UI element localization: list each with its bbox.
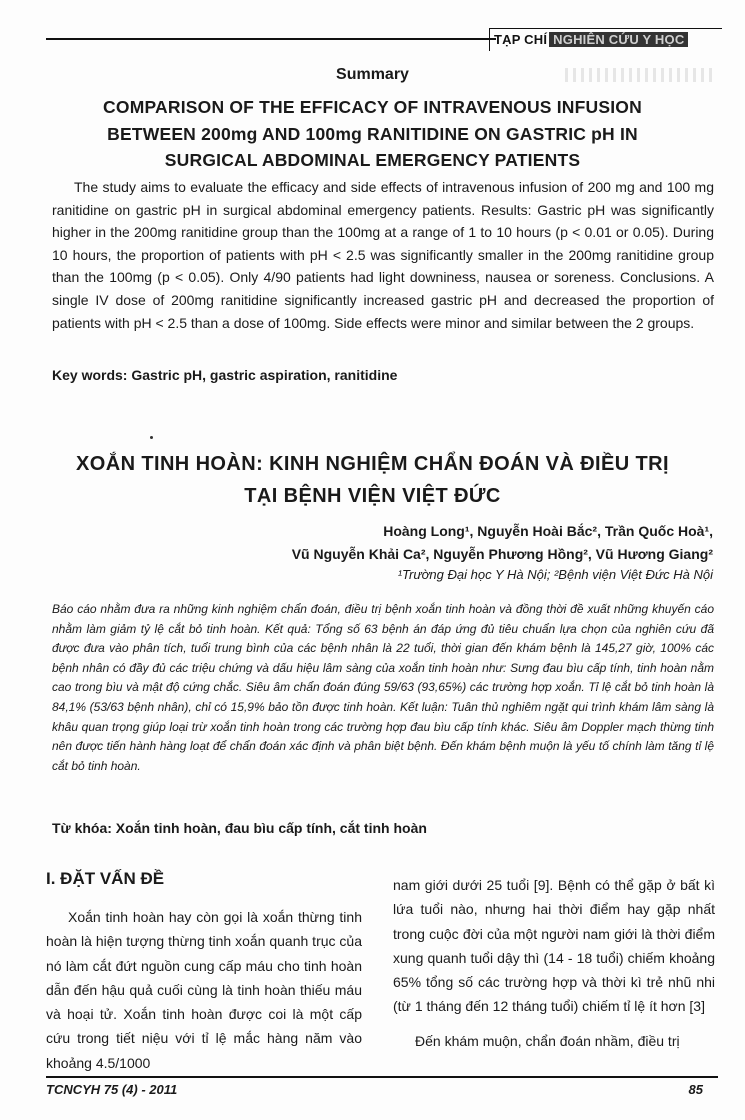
footer-citation: TCNCYH 75 (4) - 2011 [46, 1082, 178, 1097]
vietnamese-abstract: Báo cáo nhằm đưa ra những kinh nghiệm chẩn đoán, điều trị bệnh xoắn tinh hoàn và đồng thời đề xuất những khuyến cáo nhằm làm giảm tỷ lệ cắt bỏ tinh hoàn. Kết quả: Tổng số 63 bệnh án đáp ứng đủ tiêu chuẩn lựa chọn của nghiên cứu đã được đưa vào phân tích, tuổi trung bình của các bệnh nhân là 22 tuổi, thời gian đến khám bệnh là 145,27 giờ, 100% các bệnh nhân có đầy đủ các triệu chứng và dấu hiệu lâm sàng của xoắn tinh hoàn như: Sưng đau bìu cấp tính, tinh hoàn nằm cao trong bìu và mật độ cứng chắc. Siêu âm chẩn đoán đúng 59/63 (93,65%) các trường hợp xoắn. Tỉ lệ cắt bỏ tinh hoàn là 84,1% (53/63 bệnh nhân), chỉ có 15,9% bảo tồn được tinh hoàn. Kết luận: Tuân thủ nghiêm ngặt qui trình khám lâm sàng là khâu quan trọng giúp loại trừ xoắn tinh hoàn trong các trường hợp đau bìu cấp tính khác. Siêu âm Doppler mạch thừng tinh nên được tiến hành hàng loạt để chẩn đoán xác định và phân biệt bệnh. Đến khám bệnh muộn là yếu tố chính làm tăng tỉ lệ cắt bỏ tinh hoàn. [52, 602, 714, 773]
authors-line1: Hoàng Long¹, Nguyễn Hoài Bắc², Trần Quốc Hoà¹, [383, 523, 713, 539]
english-keywords: Key words: Gastric pH, gastric aspiration, ranitidine [52, 367, 398, 383]
vietnamese-keywords: Từ khóa: Xoắn tinh hoàn, đau bìu cấp tính, cắt tinh hoàn [52, 820, 427, 836]
article-title-line2: TẠI BỆNH VIỆN VIỆT ĐỨC [244, 485, 501, 507]
footer-rule [46, 1076, 718, 1078]
affiliations: ¹Trường Đại học Y Hà Nội; ²Bệnh viện Việt Đức Hà Nội [397, 567, 713, 582]
summary-heading: Summary [336, 66, 409, 83]
journal-name-part1: TẠP CHÍ [494, 32, 548, 47]
journal-name-part2: NGHIÊN CỨU Y HỌC [549, 32, 688, 47]
body-column-left: Xoắn tinh hoàn hay còn gọi là xoắn thừng tinh hoàn là hiện tượng thừng tinh xoắn quanh trục của nó làm cắt đứt nguồn cung cấp máu cho tinh hoàn dẫn đến hậu quả cuối cùng là tinh hoàn thiếu máu và hoại tử. Xoắn tinh hoàn được coi là một cấp cứu trong tiết niệu với tỉ lệ mắc hàng năm vào khoảng 4.5/1000 [46, 909, 362, 1071]
body-right-paragraph-1: nam giới dưới 25 tuổi [9]. Bệnh có thể gặp ở bất kì lứa tuổi nào, nhưng hai thời điểm hay gặp nhất trong cuộc đời của một người nam giới là thời điểm xung quanh tuổi dậy thì (14 - 18 tuổi) chiếm khoảng 65% tổng số các trường hợp và thời kì trẻ nhũ nhi (từ 1 tháng đến 12 tháng tuổi) chiếm tỉ lệ ít hơn [3] [393, 877, 715, 1015]
english-abstract: The study aims to evaluate the efficacy and side effects of intravenous infusion of 200 mg and 100 mg ranitidine on gastric pH in surgical abdominal emergency patients. Results: Gastric pH was significantly higher in the 200mg ranitidine group than the 100mg at a range of 1 to 10 hours (p < 0.01 or 0.05). During 10 hours, the proportion of patients with pH < 2.5 was significantly smaller in the 200mg ranitidine group than the 100mg (p < 0.05). Only 4/90 patients had light downiness, nausea or soreness. Conclusions. A single IV dose of 200mg ranitidine significantly increased gastric pH and decreased the proportion of patients with pH < 2.5 than a dose of 100mg. Side effects were minor and similar between the 2 groups. [52, 179, 714, 331]
article-title-line1: XOẮN TINH HOÀN: KINH NGHIỆM CHẨN ĐOÁN VÀ ĐIỀU TRỊ [76, 453, 669, 475]
journal-tag [489, 28, 722, 51]
body-right-paragraph-2: Đến khám muộn, chẩn đoán nhầm, điều trị [415, 1032, 680, 1049]
article-title [60, 448, 685, 512]
body-column-right [393, 873, 715, 1053]
authors-line2: Vũ Nguyễn Khải Ca², Nguyễn Phương Hồng², Vũ Hương Giang² [291, 546, 713, 562]
authors [292, 520, 713, 566]
section-heading: I. ĐẶT VẤN ĐỀ [46, 869, 165, 888]
english-title: COMPARISON OF THE EFFICACY OF INTRAVENOUS INFUSION BETWEEN 200mg AND 100mg RANITIDINE ON GASTRIC pH IN SURGICAL ABDOMINAL EMERGENCY PATIENTS [103, 97, 642, 170]
scan-dot [150, 436, 153, 439]
page-number: 85 [688, 1082, 703, 1097]
header-rule [46, 38, 496, 40]
